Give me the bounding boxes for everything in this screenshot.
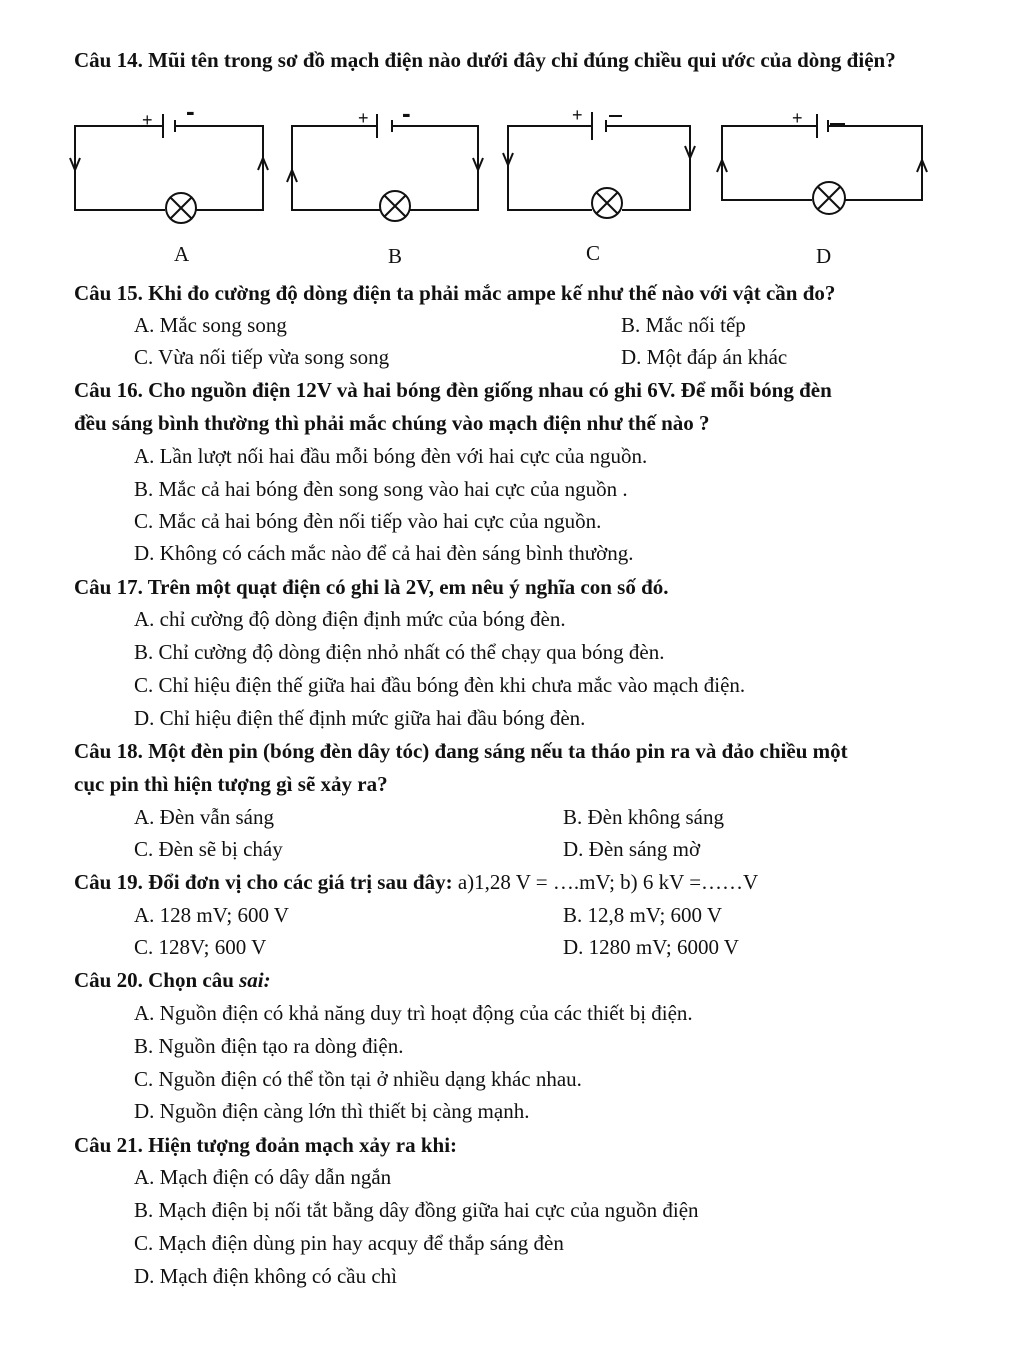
q17-option-d: D. Chỉ hiệu điện thế định mức giữa hai đầu bóng đèn.: [134, 706, 586, 730]
q18-option-a: A. Đèn vẫn sáng: [134, 805, 274, 829]
q15-option-b: B. Mắc nối tếp: [621, 313, 746, 337]
q19-option-c: C. 128V; 600 V: [134, 935, 267, 959]
q21-option-d: D. Mạch điện không có cầu chì: [134, 1264, 398, 1288]
q18-line1: Câu 18. Một đèn pin (bóng đèn dây tóc) đang sáng nếu ta tháo pin ra và đảo chiều một: [74, 739, 848, 763]
q16-option-c: C. Mắc cả hai bóng đèn nối tiếp vào hai cực của nguồn.: [134, 509, 602, 533]
q18-option-d: D. Đèn sáng mờ: [563, 837, 701, 861]
q21-text: Câu 21. Hiện tượng đoản mạch xảy ra khi:: [74, 1133, 458, 1157]
label-a: A: [174, 242, 190, 266]
q19-option-d: D. 1280 mV; 6000 V: [563, 935, 739, 959]
q19-option-a: A. 128 mV; 600 V: [134, 903, 289, 927]
circuit-c: [503, 105, 695, 218]
q16-option-b: B. Mắc cả hai bóng đèn song song vào hai cực của nguồn .: [134, 477, 628, 501]
q20-question: [74, 968, 271, 993]
q20-emphasis: sai:: [239, 968, 271, 992]
q18-option-c: C. Đèn sẽ bị cháy: [134, 837, 283, 861]
q15-option-a: A. Mắc song song: [134, 313, 287, 337]
plus-sign-d: +: [792, 108, 803, 128]
q20-option-b: B. Nguồn điện tạo ra dòng điện.: [134, 1034, 404, 1058]
q21-option-a: A. Mạch điện có dây dẫn ngắn: [134, 1165, 392, 1189]
q18-line2: cục pin thì hiện tượng gì sẽ xảy ra?: [74, 772, 388, 796]
q20-text: Câu 20. Chọn câu: [74, 968, 234, 992]
circuit-diagrams: [0, 0, 1024, 280]
q16-option-d: D. Không có cách mắc nào để cả hai đèn sáng bình thường.: [134, 541, 634, 565]
q20-option-c: C. Nguồn điện có thể tồn tại ở nhiều dạng khác nhau.: [134, 1067, 582, 1091]
q15-option-d: D. Một đáp án khác: [621, 345, 788, 369]
q15-text: Câu 15. Khi đo cường độ dòng điện ta phải mắc ampe kế như thế nào với vật cần đo?: [74, 281, 836, 305]
q20-option-a: A. Nguồn điện có khả năng duy trì hoạt động của các thiết bị điện.: [134, 1001, 693, 1025]
plus-sign-c: +: [572, 105, 583, 125]
q16-line2: đều sáng bình thường thì phải mắc chúng vào mạch điện như thế nào ?: [74, 411, 710, 435]
circuit-d: [717, 108, 927, 214]
q20-option-d: D. Nguồn điện càng lớn thì thiết bị càng mạnh.: [134, 1099, 530, 1123]
q19-question: [74, 870, 758, 895]
q17-text: Câu 17. Trên một quạt điện có ghi là 2V, em nêu ý nghĩa con số đó.: [74, 575, 669, 599]
q19-text: Câu 19. Đổi đơn vị cho các giá trị sau đây:: [74, 870, 453, 894]
q16-option-a: A. Lần lượt nối hai đầu mỗi bóng đèn với hai cực của nguồn.: [134, 444, 648, 468]
q17-option-b: B. Chỉ cường độ dòng điện nhỏ nhất có thể chạy qua bóng đèn.: [134, 640, 665, 664]
q21-option-c: C. Mạch điện dùng pin hay acquy để thắp sáng đèn: [134, 1231, 564, 1255]
q15-option-c: C. Vừa nối tiếp vừa song song: [134, 345, 390, 369]
q14-text: Câu 14. Mũi tên trong sơ đồ mạch điện nào dưới đây chỉ đúng chiều qui ước của dòng điện?: [74, 48, 896, 72]
q19-option-b: B. 12,8 mV; 600 V: [563, 903, 723, 927]
minus-sign-b: -: [402, 98, 411, 128]
label-d: D: [816, 244, 832, 268]
q18-option-b: B. Đèn không sáng: [563, 805, 724, 829]
q17-option-c: C. Chỉ hiệu điện thế giữa hai đầu bóng đèn khi chưa mắc vào mạch điện.: [134, 673, 746, 697]
plus-sign-b: +: [358, 108, 369, 128]
minus-sign-a: -: [186, 96, 195, 126]
q19-conversions: a)1,28 V = ….mV; b) 6 kV =……V: [457, 870, 759, 894]
label-c: C: [586, 241, 601, 265]
label-b: B: [388, 244, 403, 268]
q17-option-a: A. chỉ cường độ dòng điện định mức của bóng đèn.: [134, 607, 566, 631]
q16-line1: Câu 16. Cho nguồn điện 12V và hai bóng đèn giống nhau có ghi 6V. Để mỗi bóng đèn: [74, 378, 832, 402]
circuit-b: [287, 98, 483, 221]
circuit-a: [70, 96, 268, 223]
plus-sign-a: +: [142, 110, 153, 130]
q21-option-b: B. Mạch điện bị nối tắt bằng dây đồng giữa hai cực của nguồn điện: [134, 1198, 699, 1222]
